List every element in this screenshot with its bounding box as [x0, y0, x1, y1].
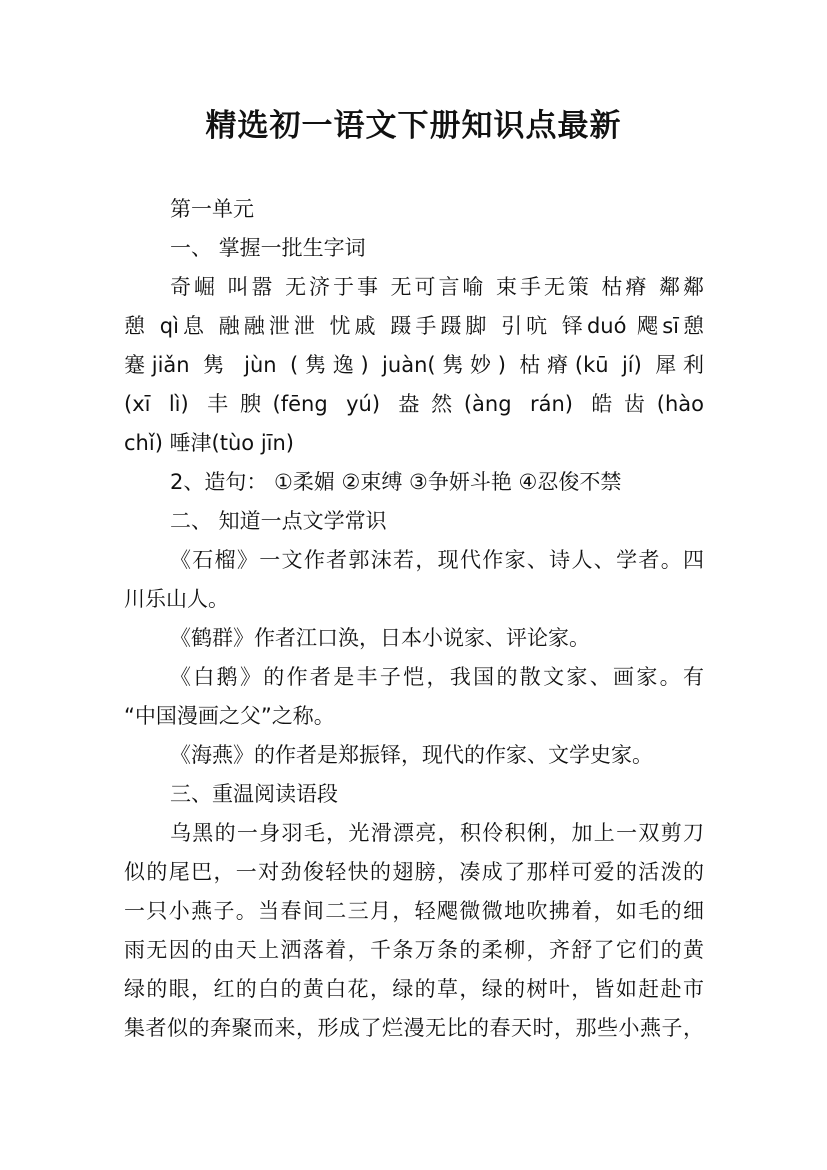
document-body [124, 190, 704, 1048]
passage-line: 乌黑的一身羽毛，光滑漂亮，积伶积俐，加上一双剪刀 [170, 821, 704, 845]
literature-line: “中国漫画之父”之称。 [124, 704, 335, 728]
passage-line: 一只小燕子。当春间二三月，轻飔微微地吹拂着，如毛的细 [124, 899, 704, 923]
vocab-line: 憩 qì息 融融泄泄 忧戚 蹑手蹑脚 引吭 铎duó 飔sī憩 [124, 314, 704, 338]
reading-passage [124, 814, 704, 1048]
literature-item-shiliu [124, 541, 704, 619]
vocab-line: (xī lì) 丰腴(fēng yú) 盎然(àng rán) 皓齿(hào [124, 392, 704, 416]
section-heading-literature: 二、 知道一点文学常识 [170, 509, 387, 533]
vocab-line: 奇崛 叫嚣 无济于事 无可言喻 束手无策 枯瘠 鄰鄰 [170, 275, 704, 299]
vocab-line: chǐ) 唾津(tùo jīn) [124, 431, 294, 455]
passage-line: 雨无因的由天上洒落着，千条万条的柔柳，齐舒了它们的黄 [124, 938, 704, 962]
passage-line: 似的尾巴，一对劲俊轻快的翅膀，凑成了那样可爱的活泼的 [124, 860, 704, 884]
literature-item-haiyan: 《海燕》的作者是郑振铎，现代的作家、文学史家。 [170, 743, 653, 767]
page-title: 精选初一语文下册知识点最新 [205, 108, 622, 144]
passage-line: 集者似的奔聚而来，形成了烂漫无比的春天时，那些小燕子， [124, 1016, 704, 1040]
vocab-paragraph [124, 268, 704, 463]
literature-line: 《白鹅》的作者是丰子恺，我国的散文家、画家。有 [170, 665, 704, 689]
vocab-line: 蹇jiǎn 隽 jùn (隽逸) juàn(隽妙) 枯瘠(kū jí) 犀利 [124, 353, 704, 377]
literature-item-hequn: 《鹤群》作者江口涣，日本小说家、评论家。 [170, 626, 590, 650]
literature-item-baie [124, 658, 704, 736]
passage-line: 绿的眼，红的白的黄白花，绿的草，绿的树叶，皆如赶赴市 [124, 977, 704, 1001]
unit-heading: 第一单元 [170, 197, 254, 221]
sentence-exercise: 2、造句： ①柔媚 ②束缚 ③争妍斗艳 ④忍俊不禁 [170, 470, 622, 494]
literature-line: 川乐山人。 [124, 587, 229, 611]
section-heading-vocab: 一、 掌握一批生字词 [170, 236, 366, 260]
section-heading-reading: 三、重温阅读语段 [170, 782, 338, 806]
literature-line: 《石榴》一文作者郭沫若，现代作家、诗人、学者。四 [170, 548, 704, 572]
